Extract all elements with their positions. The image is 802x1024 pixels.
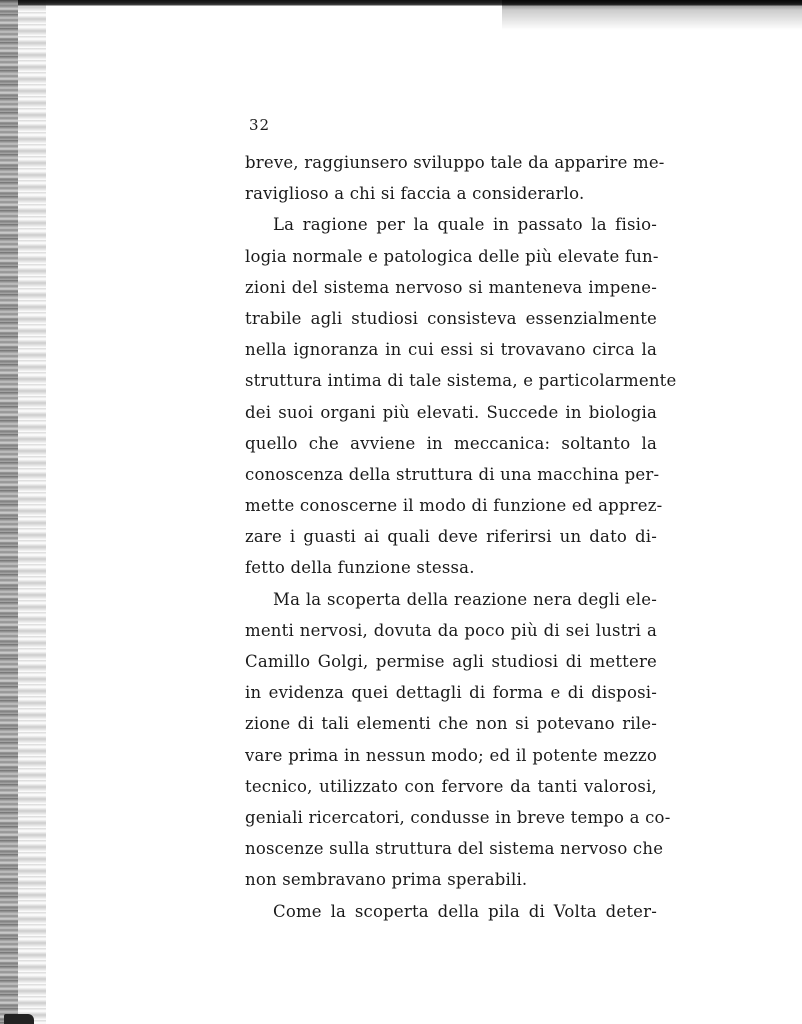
text-line: Camillo Golgi, permise agli studiosi di mettere bbox=[245, 652, 657, 671]
text-line: vare prima in nessun modo; ed il potente mezzo bbox=[245, 745, 657, 765]
text-line: logia normale e patologica delle più elevate fun- bbox=[245, 246, 659, 266]
text-line: Come la scoperta della pila di Volta deter- bbox=[273, 901, 657, 921]
text-line: fetto della funzione stessa. bbox=[245, 558, 475, 578]
text-line: in evidenza quei dettagli di forma e di disposi- bbox=[245, 683, 657, 703]
scan-binding-edge bbox=[0, 0, 18, 1024]
text-line: tecnico, utilizzato con fervore da tanti valorosi, bbox=[245, 776, 657, 796]
text-line: conoscenza della struttura di una macchina per- bbox=[245, 464, 660, 484]
text-line: menti nervosi, dovuta da poco più di sei lustri a bbox=[245, 620, 657, 640]
text-line: quello che avviene in meccanica: soltanto la bbox=[245, 433, 657, 453]
body-text bbox=[245, 147, 677, 927]
text-line: Ma la scoperta della reazione nera degli ele- bbox=[273, 589, 657, 609]
text-line: trabile agli studiosi consisteva essenzialmente bbox=[245, 308, 657, 328]
scan-corner-mark bbox=[4, 1014, 34, 1024]
text-line: noscenze sulla struttura del sistema nervoso che bbox=[245, 839, 664, 859]
text-line: nella ignoranza in cui essi si trovavano circa la bbox=[245, 340, 657, 360]
text-line: raviglioso a chi si faccia a considerarlo. bbox=[245, 184, 585, 204]
text-line: mette conoscerne il modo di funzione ed apprez- bbox=[245, 496, 663, 516]
text-line: zioni del sistema nervoso si manteneva impene- bbox=[245, 277, 657, 297]
text-line: zare i guasti ai quali deve riferirsi un dato di- bbox=[245, 527, 657, 547]
text-line: dei suoi organi più elevati. Succede in biologia bbox=[245, 402, 657, 422]
text-line: struttura intima di tale sistema, e particolarmente bbox=[245, 371, 677, 391]
text-line: breve, raggiunsero sviluppo tale da apparire me- bbox=[245, 153, 665, 172]
page-number: 32 bbox=[249, 116, 271, 134]
text-line: zione di tali elementi che non si potevano rile- bbox=[245, 714, 657, 734]
text-line: non sembravano prima sperabili. bbox=[245, 870, 528, 890]
scan-top-shadow bbox=[502, 0, 802, 30]
text-line: La ragione per la quale in passato la fisio- bbox=[273, 215, 657, 235]
scan-binding-shadow bbox=[18, 0, 46, 1024]
text-line: geniali ricercatori, condusse in breve tempo a co- bbox=[245, 807, 671, 827]
